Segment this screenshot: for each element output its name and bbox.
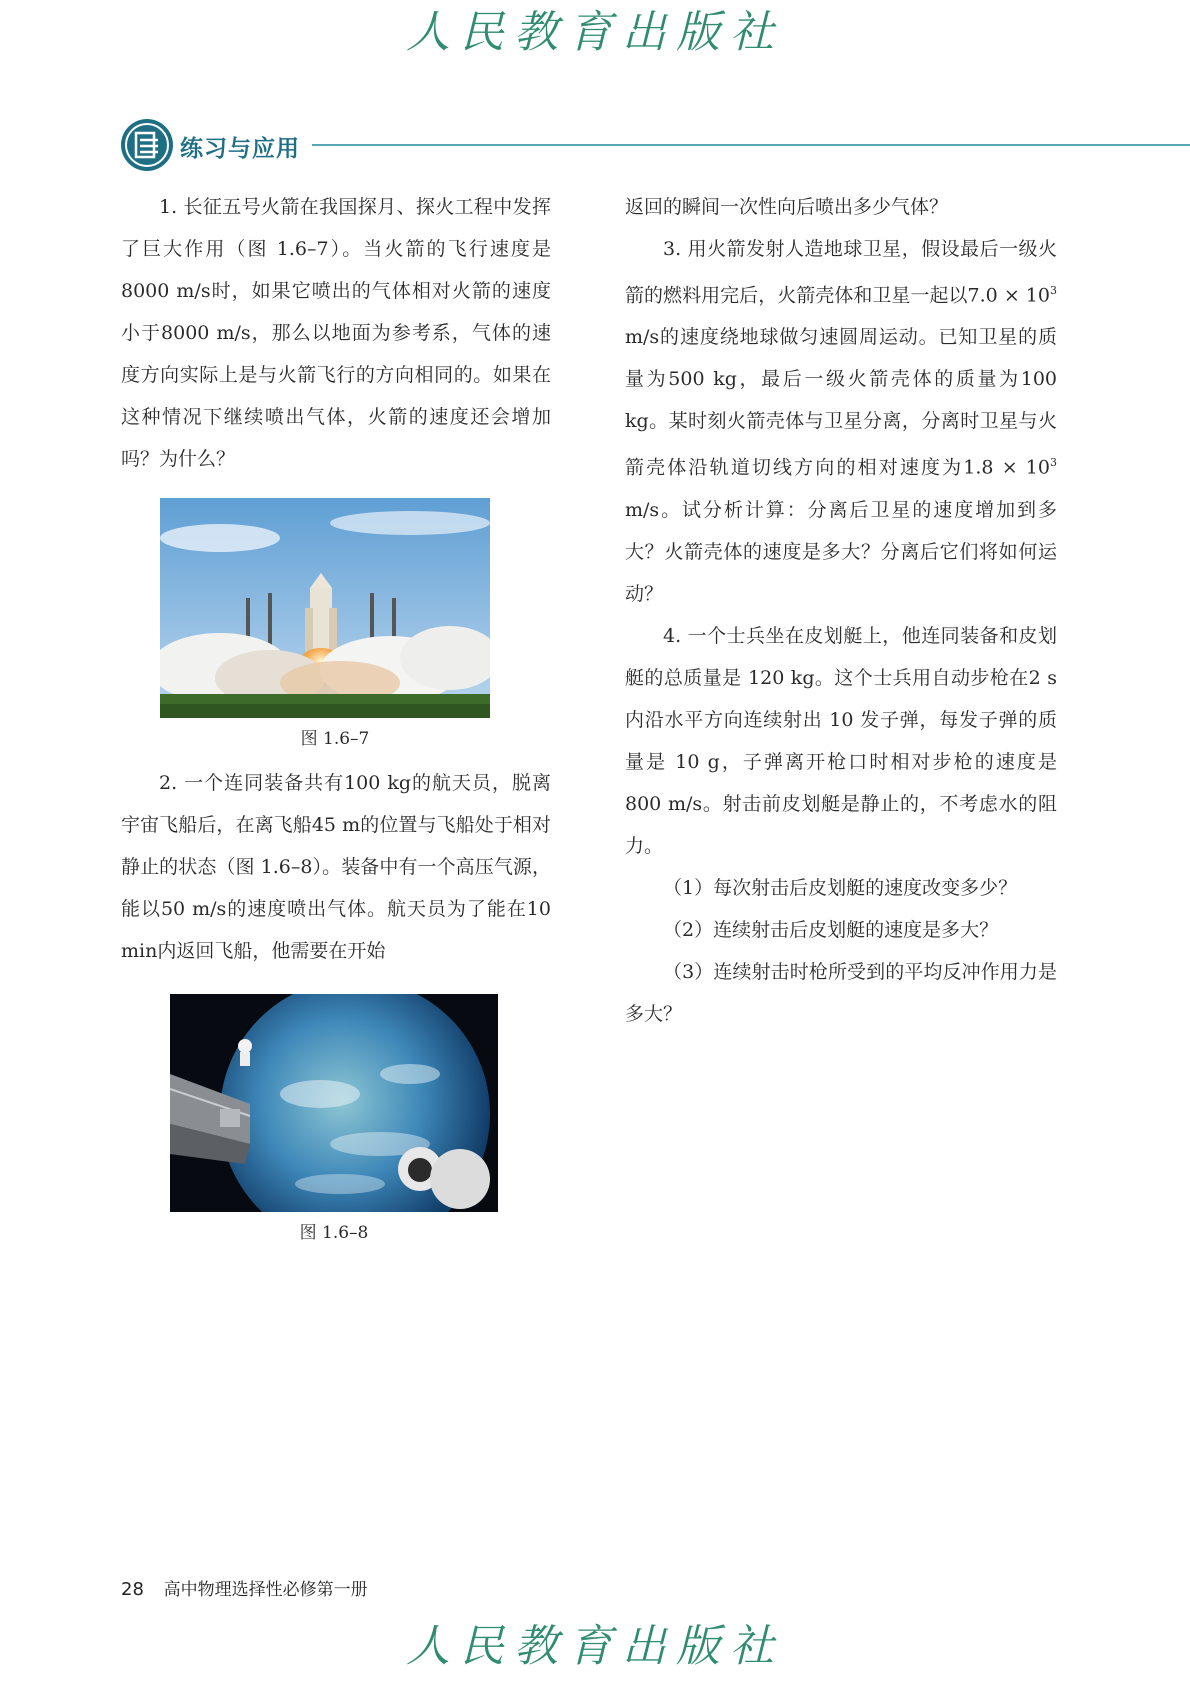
book-title: 高中物理选择性必修第一册 <box>163 1580 368 1600</box>
page-number: 28 <box>121 1579 144 1600</box>
problem-4-question-3: （3）连续射击时枪所受到的平均反冲作用力是多大？ <box>625 960 1057 1025</box>
problem-4-question-1: （1）每次射击后皮划艇的速度改变多少？ <box>663 876 1018 899</box>
figure-1-6-8 <box>170 994 551 1212</box>
publisher-watermark-bottom: 人民教育出版社 <box>406 1621 784 1672</box>
exercise-book-icon <box>120 118 174 172</box>
figure-1-6-7 <box>160 498 551 718</box>
problem-2: 2. 一个连同装备共有100 kg的航天员，脱离宇宙飞船后，在离飞船45 m的位置与飞船处于相对静止的状态（图 1.6–8）。装备中有一个高压气源，能以50 m/s的速度喷出气体。航天员为了能在10 min内返回飞船，他需要在开始 <box>121 772 551 962</box>
problem-4: 4. 一个士兵坐在皮划艇上，他连同装备和皮划艇的总质量是 120 kg。这个士兵用自动步枪在2 s 内沿水平方向连续射出 10 发子弹，每发子弹的质量是 10 g，子弹离开枪口时相对步枪的速度是 800 m/s。射击前皮划艇是静止的，不考虑水的阻力。 <box>625 624 1057 857</box>
publisher-watermark-top: 人民教育出版社 <box>406 7 784 58</box>
rocket-launch-image <box>160 498 490 718</box>
astronaut-earth-image <box>170 994 498 1212</box>
problem-1: 1. 长征五号火箭在我国探月、探火工程中发挥了巨大作用（图 1.6–7）。当火箭的飞行速度是 8000 m/s时，如果它喷出的气体相对火箭的速度小于8000 m/s，那么以地面为参考系，气体的速度方向实际上是与火箭飞行的方向相同的。如果在这种情况下继续喷出气体，火箭的速度还会增加吗？为什么？ <box>121 196 551 470</box>
section-title: 练习与应用 <box>180 136 300 162</box>
page-footer <box>121 1575 368 1600</box>
right-column <box>625 186 1057 1035</box>
problem-3: 3. 用火箭发射人造地球卫星，假设最后一级火箭的燃料用完后，火箭壳体和卫星一起以$7.0 \times 10^3$ m/s的速度绕地球做匀速圆周运动。已知卫星的质量为500 kg，最后一级火箭壳体的质量为100 kg。某时刻火箭壳体与卫星分离，分离时卫星与火箭壳体沿轨道切线方向的相对速度为$1.8 \times 10^3$ m/s。试分析计算：分离后卫星的速度增加到多大？火箭壳体的速度是多大？分离后它们将如何运动？ <box>625 238 1057 605</box>
left-column <box>121 186 551 1256</box>
figure-1-6-8-caption: 图 1.6–8 <box>299 1223 369 1243</box>
problem-2-continued: 返回的瞬间一次性向后喷出多少气体？ <box>625 196 949 218</box>
section-header <box>120 118 1190 174</box>
problem-4-question-2: （2）连续射击后皮划艇的速度是多大？ <box>663 918 999 941</box>
section-rule <box>312 144 1190 146</box>
figure-1-6-7-caption: 图 1.6–7 <box>300 729 370 749</box>
